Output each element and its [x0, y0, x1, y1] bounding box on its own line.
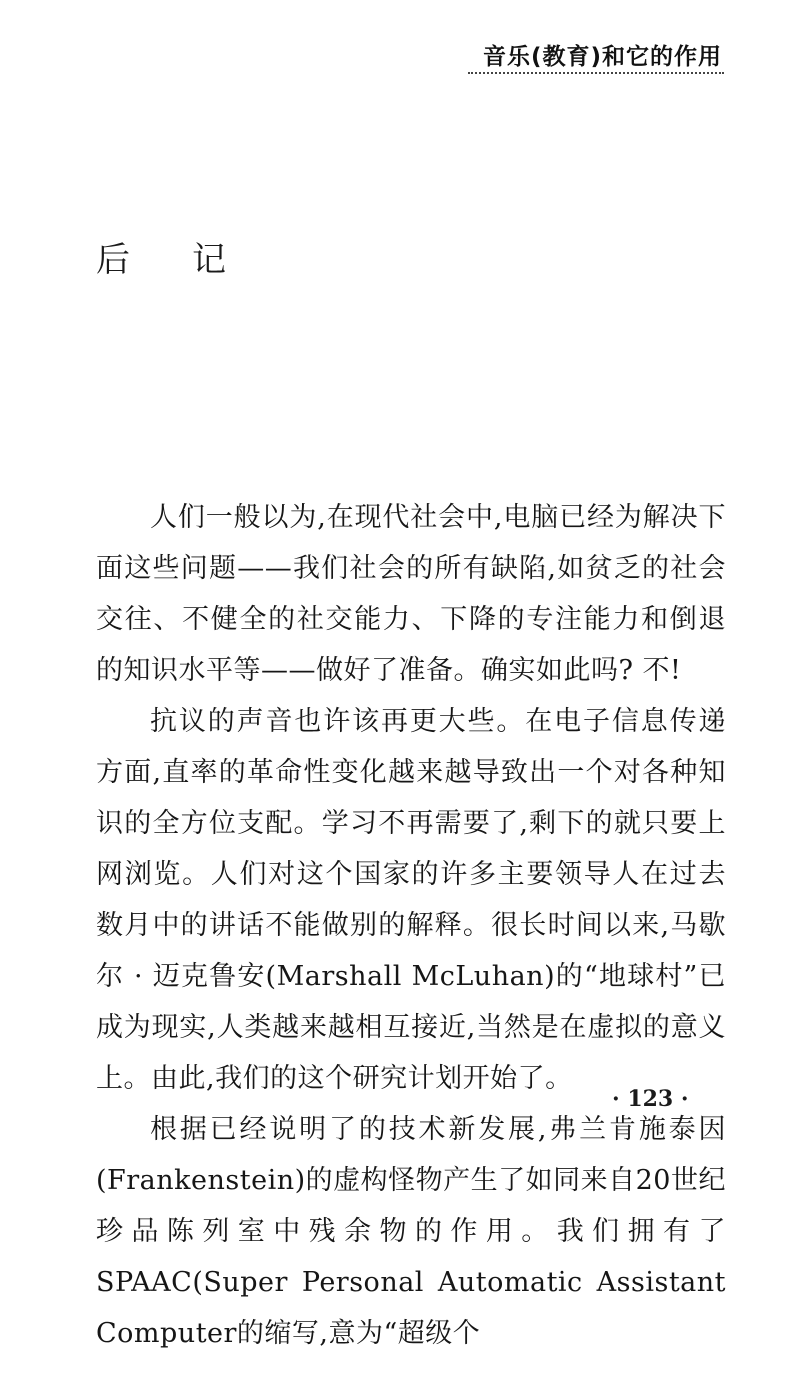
chapter-title-part1: 后 [96, 240, 130, 280]
page-number: · 123 · [612, 1086, 689, 1112]
running-header: 音乐(教育)和它的作用 [482, 44, 722, 70]
body-text [96, 492, 726, 1359]
chapter-title-part2: 记 [192, 240, 226, 280]
paragraph-2: 抗议的声音也许该再更大些。在电子信息传递方面,直率的革命性变化越来越导致出一个对各种知识的全方位支配。学习不再需要了,剩下的就只要上网浏览。人们对这个国家的许多主要领导人在过去数月中的讲话不能做别的解释。很长时间以来,马歇尔 · 迈克鲁安(Marshall McLuhan)的“地球村”已成为现实,人类越来越相互接近,当然是在虚拟的意义上。由此,我们的这个研究计划开始了。 [96, 706, 726, 1094]
header-rule [468, 72, 724, 74]
paragraph-1: 人们一般以为,在现代社会中,电脑已经为解决下面这些问题——我们社会的所有缺陷,如贫乏的社会交往、不健全的社交能力、下降的专注能力和倒退的知识水平等——做好了准备。确实如此吗? 不! [96, 502, 726, 686]
chapter-title [96, 232, 226, 281]
paragraph-3: 根据已经说明了的技术新发展,弗兰肯施泰因(Frankenstein)的虚构怪物产生了如同来自20世纪珍品陈列室中残余物的作用。我们拥有了SPAAC(Super Personal Automatic Assistant Computer的缩写,意为“超级个 [96, 1114, 726, 1349]
